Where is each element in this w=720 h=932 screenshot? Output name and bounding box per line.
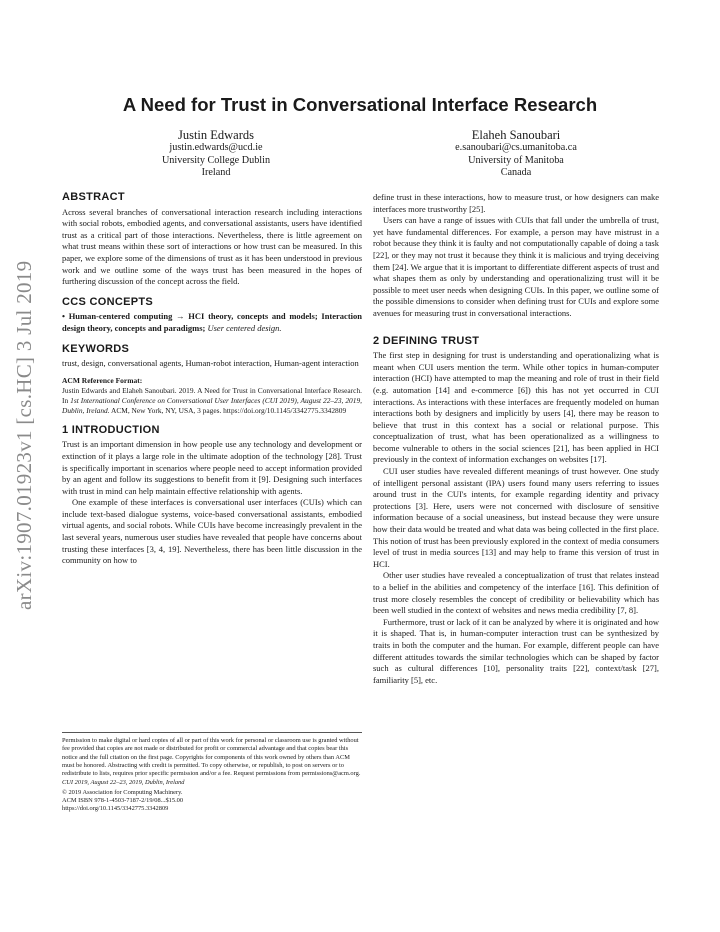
author-affiliation: University of Manitoba <box>468 154 564 166</box>
footnote <box>62 732 362 814</box>
defining-paragraph-1: The first step in designing for trust is understanding and operationalizing what is meant when CUI users mention the term. While other topics in human-computer interaction (HCI) have attempted to map the meaning and role of trust in their field (e.g. automation [14] and e-commerce [6]) this has not yet occurred in CUI interactions. As interactions with these interfaces are frequently modeled on human interactions both by designers and implicitly by users [4], there may be reason to believe that trust in this context has a social or relational purpose. This conceptualization of trust, what has been operationalized as a willingness to become vulnerable to others in the social sciences [21], has been applied in HCI previously in the context of information exchanges on websites [17]. <box>373 350 659 465</box>
intro-paragraph-1: Trust is an important dimension in how people use any technology and development or extinction of it plays a large role in the ultimate adoption of the technology [28]. Trust is specifically important in scenarios where people need to accept information provided by an agent and follow its suggestions to benefit from it [9]. Designing such interfaces with trust in mind can help maintain effective relationship with agents. <box>62 439 362 496</box>
keywords-text: trust, design, conversational agents, Human-robot interaction, Human-agent interaction <box>62 358 359 369</box>
acm-ref-text-a: Justin Edwards and Elaheh Sanoubari. 2019. A Need for Trust in Conversational Interface Research. In <box>62 385 362 405</box>
ccs-italic: User centered design. <box>207 322 282 333</box>
intro-paragraph-3: define trust in these interactions, how to measure trust, or how designers can make interfaces more trustworthy [25]. <box>373 192 659 214</box>
author-country: Canada <box>500 167 532 178</box>
right-column <box>373 192 659 686</box>
copyright: © 2019 Association for Computing Machinery. <box>62 788 183 796</box>
abstract-text: Across several branches of conversational interaction research including interactions with social robots, embodied agents, and conversational assistants, users have identified trust as a critical part of those interactions. Nevertheless, there is little agreement on what trust means within these sort of interactions or how trust can be measured. In this paper, we explore some of the dimensions of trust as it has been understood in previous work and we outline some of the ways trust has been measured in the hopes of furthering discussion of the concept across the field. <box>62 206 362 287</box>
author-name: Justin Edwards <box>177 128 255 142</box>
conf-info: CUI 2019, August 22–23, 2019, Dublin, Ireland <box>62 779 185 787</box>
arxiv-stamp: arXiv:1907.01923v1 [cs.HC] 3 Jul 2019 <box>12 260 36 610</box>
intro-heading: 1 INTRODUCTION <box>62 423 160 436</box>
defining-paragraph-2: CUI user studies have revealed different meanings of trust however. One study of intelligent personal assistant (IPA) users found many users referring to issues around trust in the CUI's intents, for example regarding identity and privacy protections [3]. Here, users were not concerned with disclosure of sensitive information because of a social uneasiness, but instead because they were unsure how their data would be treated and what data was being collected in the first place. This notion of trust has been previously explored in the context of media consumers level of trust in media sources [13] and may help to frame this version of trust in HCI. <box>373 466 659 569</box>
author-email: e.sanoubari@cs.umanitoba.ca <box>455 142 577 153</box>
intro-paragraph-4: Users can have a range of issues with CUIs that fall under the umbrella of trust, yet have fundamental differences. For example, a person may have mistrust in a robot because they think it is faulty and not computationally capable of doing a task [22], or they may not trust it because they think it is malicious and trying deceiving them [24]. We argue that it is important to differentiate different aspects of trust and what shapes them as only by understanding and operationalizing trust will it be possible to meet user needs when designing CUIs. In this paper, we outline some of the possible dimensions to consider when defining trust for CUIs and explore some avenues for measuring trust in conversational interactions. <box>373 215 659 318</box>
author-affiliation: University College Dublin <box>161 154 271 166</box>
author-email: justin.edwards@ucd.ie <box>169 142 263 153</box>
abstract-heading: ABSTRACT <box>62 191 125 203</box>
permission-notice: Permission to make digital or hard copies of all or part of this work for personal or classroom use is granted without fee provided that copies are not made or distributed for profit or commercial advantage and that copies bear this notice and the full citation on the first page. Copyrights for components of this work owned by others than ACM must be honored. Abstracting with credit is permitted. To copy otherwise, or republish, to post on servers or to redistribute to lists, requires prior specific permission and/or a fee. Request permissions from permissions@acm.org. <box>62 737 361 778</box>
acm-ref-italic: 1st International Conference on Conversational User Interfaces (CUI 2019), August 22–23, 2019, Dublin, Ireland. <box>62 395 362 415</box>
defining-heading: 2 DEFINING TRUST <box>373 334 480 347</box>
acm-reference <box>62 376 362 416</box>
doi-link[interactable]: https://doi.org/10.1145/3342775.3342809 <box>62 805 169 813</box>
defining-paragraph-3: Other user studies have revealed a conceptualization of trust that relates instead to a belief in the abilities and competency of the interface [16]. This definition of trust more closely resembles the concept of credibility or believability which has been well studied in the context of websites and news media credibility [7, 8]. <box>373 570 659 616</box>
author-block-2 <box>396 128 636 180</box>
keywords-heading: KEYWORDS <box>62 342 130 355</box>
ccs-bullet: • Human-centered computing → HCI theory, concepts and models; Interaction design theory, concepts and paradigms; <box>62 311 362 333</box>
ccs-text <box>62 311 362 334</box>
paper-title: A Need for Trust in Conversational Interface Research <box>122 94 598 115</box>
defining-paragraph-4: Furthermore, trust or lack of it can be analyzed by where it is originated and how it is shaped. That is, in human-computer interaction trust can be synthesized by traits in both the computer and the human. For example, different people can have different attitudes towards the similar technologies which can be shaped by factor such as cultural differences [10], personality traits [22], context/task [27], familiarity [5], etc. <box>373 616 659 685</box>
isbn: ACM ISBN 978-1-4503-7187-2/19/08...$15.00 <box>62 797 184 805</box>
author-block-1 <box>96 128 336 180</box>
acm-ref-text-b: ACM, New York, NY, USA, 3 pages. https://doi.org/10.1145/3342775.3342809 <box>109 405 347 415</box>
intro-paragraph-2: One example of these interfaces is conversational user interfaces (CUIs) which can include text-based dialogue systems, voice-based conversational assistants, embodied virtual agents, and social robots. While CUIs have become increasingly prevalent in the last several years, numerous user studies have revealed that people have concerns about trusting these interfaces [3, 4, 19]. Nevertheless, there has been little discussion in the community on how to <box>62 497 362 566</box>
ccs-heading: CCS CONCEPTS <box>62 295 153 308</box>
left-column <box>62 192 362 567</box>
author-name: Elaheh Sanoubari <box>471 128 561 142</box>
author-country: Ireland <box>201 167 231 178</box>
acm-ref-label: ACM Reference Format: <box>62 375 143 385</box>
